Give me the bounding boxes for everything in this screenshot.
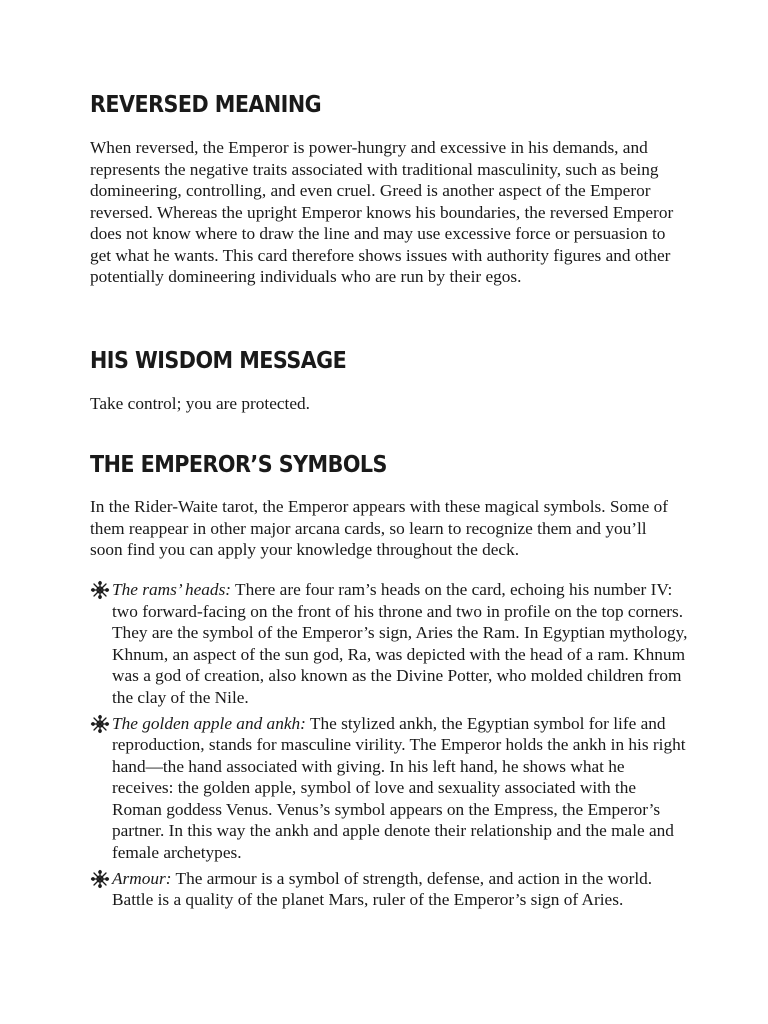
snowflake-ornament-icon: [90, 580, 110, 600]
snowflake-ornament-icon: [90, 869, 110, 889]
list-item-description: There are four ram’s heads on the card, echoing his number IV: two forward-facing on the front of his throne and two in profile on the top corners. They are the symbol of the Emperor’s sign, Aries the Ram. In Egyptian mythology, Khnum, an aspect of the sun god, Ra, was depicted with the head of a ram. Khnum was a god of creation, also known as the Divine Potter, who molded children from the clay of the Nile.: [112, 580, 688, 707]
snowflake-ornament-icon: [90, 714, 110, 734]
section-heading-wisdom-message: HIS WISDOM MESSAGE: [90, 348, 347, 374]
symbol-list: [90, 579, 690, 915]
list-item-text: [112, 868, 690, 911]
list-item-term: The rams’ heads:: [112, 580, 232, 599]
section-heading-emperors-symbols: THE EMPEROR’S SYMBOLS: [90, 452, 387, 478]
list-item-text: [112, 713, 690, 864]
paragraph-wisdom-message: Take control; you are protected.: [90, 394, 310, 413]
section-heading-reversed-meaning: REVERSED MEANING: [90, 92, 322, 118]
list-item-golden-apple-ankh: [90, 713, 690, 864]
list-item-term: Armour:: [112, 868, 172, 888]
list-item-term: The golden apple and ankh:: [112, 713, 306, 733]
paragraph-reversed-meaning: When reversed, the Emperor is power-hungry and excessive in his demands, and represents the negative traits associated with traditional masculinity, such as being domineering, controlling, and even cruel. Greed is another aspect of the Emperor reversed. Whereas the upright Emperor knows his boundaries, the reversed Emperor does not know where to draw the line and may use excessive force or persuasion to get what he wants. This card therefore shows issues with authority figures and other potentially domineering individuals who are run by their egos.: [90, 138, 674, 286]
list-item-description: The stylized ankh, the Egyptian symbol for life and reproduction, stands for masculine virility. The Emperor holds the ankh in his right hand—the hand associated with giving. In his left hand, he shows what he receives: the golden apple, symbol of love and sexuality associated with the Roman goddess Venus. Venus’s symbol appears on the Empress, the Emperor’s partner. In this way the ankh and apple denote their relationship and the male and female archetypes.: [112, 713, 686, 862]
list-item-rams-heads: [90, 579, 690, 708]
list-item-description: The armour is a symbol of strength, defense, and action in the world. Battle is a quality of the planet Mars, ruler of the Emperor’s sign of Aries.: [112, 868, 653, 909]
list-item-armour: [90, 868, 690, 911]
paragraph-symbols-intro: In the Rider-Waite tarot, the Emperor appears with these magical symbols. Some of them reappear in other major arcana cards, so learn to recognize them and you’ll soon find you can apply your knowledge throughout the deck.: [90, 497, 668, 559]
list-item-text: [112, 579, 690, 708]
